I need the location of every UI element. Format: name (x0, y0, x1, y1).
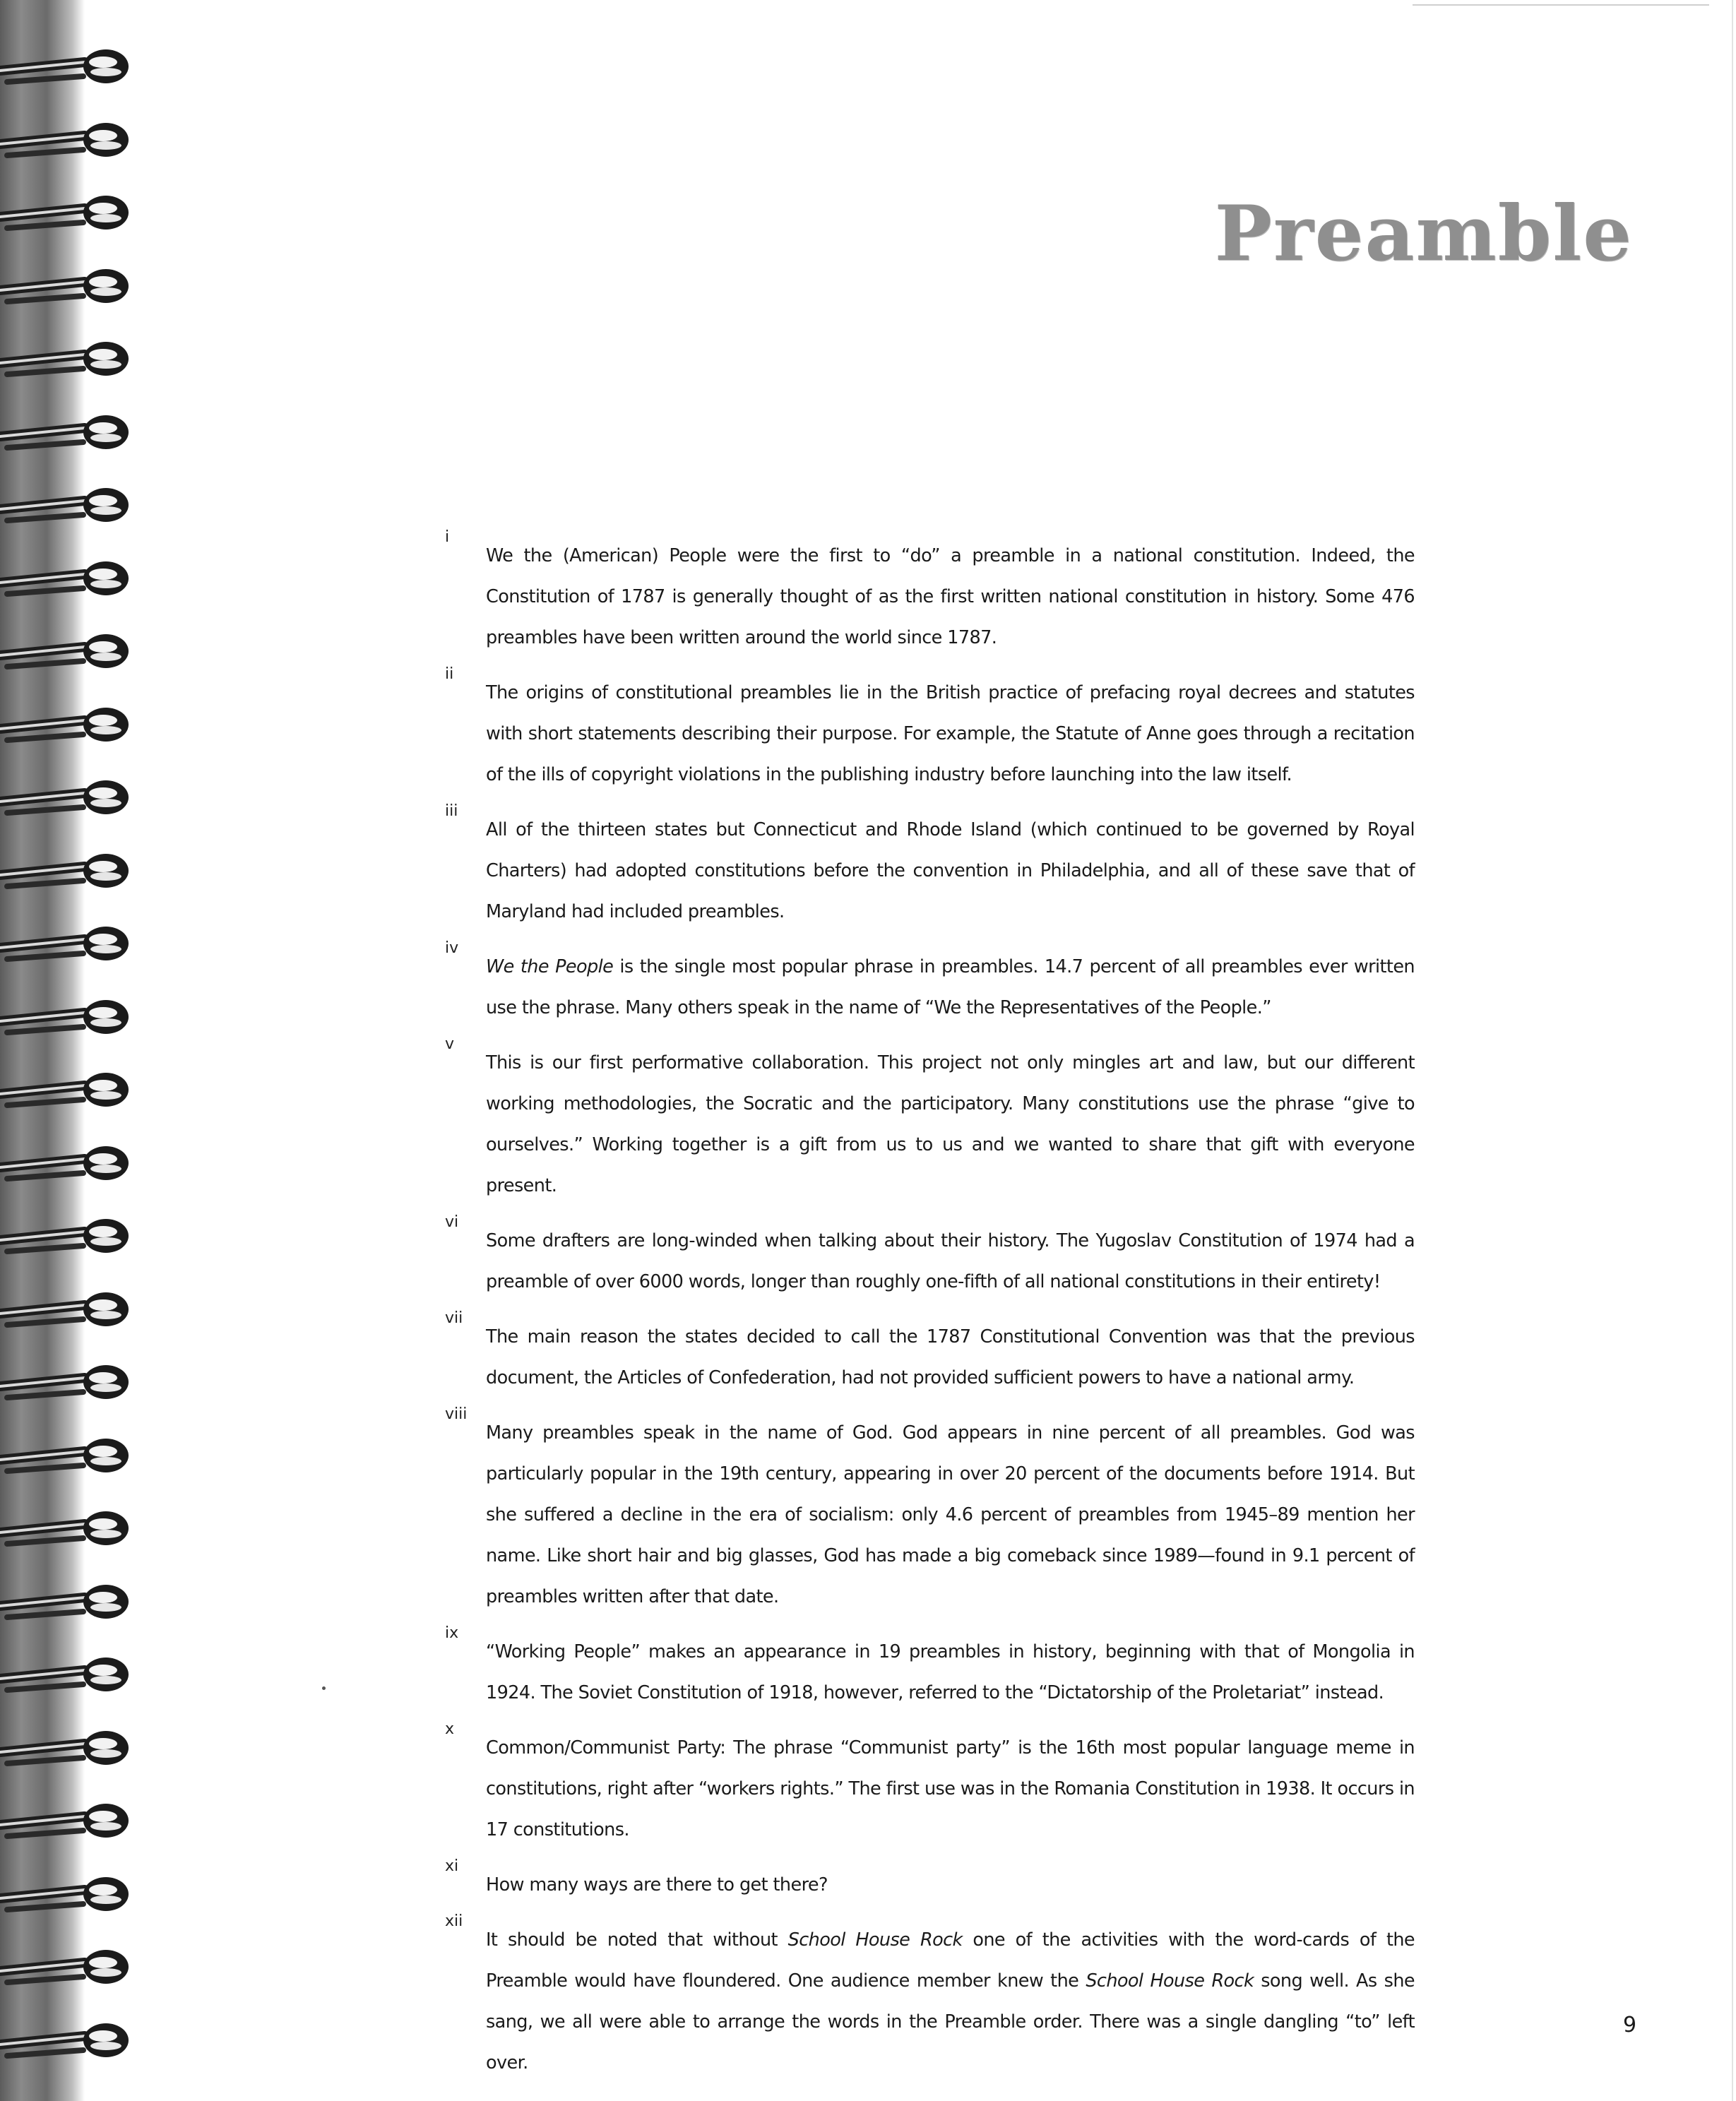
endnote-numeral: iv (445, 939, 459, 957)
endnote-text (486, 809, 1415, 932)
endnote-item (445, 528, 1415, 658)
endnote-text-run: is the single most popular phrase in preambles. 14.7 percent of all preambles ever written use the phrase. Many others speak in the name of “We the Representatives of the People.” (486, 956, 1415, 1018)
endnote-text-run: This is our first performative collaboration. This project not only mingles art and law, but our different working methodologies, the Socratic and the participatory. Many constitutions use the phrase “give to ourselves.” Working together is a gift from us to us and we wanted to share that gift with everyone present. (486, 1052, 1415, 1196)
spiral-ring-icon (0, 1357, 134, 1406)
endnote-item (445, 802, 1415, 932)
endnote-item (445, 1912, 1415, 2083)
endnote-text (486, 1042, 1415, 1206)
endnote-text-run: “Working People” makes an appearance in 19 preambles in history, beginning with that of Mongolia in 1924. The Soviet Constitution of 1918, however, referred to the “Dictatorship of the Proletariat” instead. (486, 1641, 1415, 1703)
endnote-item (445, 665, 1415, 795)
endnote-item (445, 1720, 1415, 1850)
spiral-ring-icon (0, 2015, 134, 2064)
endnote-item (445, 1405, 1415, 1617)
spiral-ring-icon (0, 845, 134, 895)
paper-speck (322, 1686, 326, 1690)
endnote-numeral: v (445, 1035, 455, 1053)
endnote-text (486, 672, 1415, 795)
endnote-numeral: i (445, 528, 450, 546)
endnote-item (445, 1857, 1415, 1905)
endnote-numeral: vi (445, 1213, 459, 1231)
endnote-numeral: iii (445, 802, 458, 820)
spiral-ring-icon (0, 699, 134, 749)
spiral-binding (0, 0, 141, 2101)
spiral-ring-icon (0, 1941, 134, 1991)
spiral-ring-icon (0, 1576, 134, 1626)
endnote-text (486, 1220, 1415, 1302)
endnotes-list (445, 528, 1415, 2097)
endnote-item (445, 1309, 1415, 1398)
endnote-item (445, 1624, 1415, 1713)
endnote-text-run: The main reason the states decided to call the 1787 Constitutional Convention was that the previous document, the Articles of Confederation, had not provided sufficient powers to have a national army. (486, 1326, 1415, 1388)
endnote-italic-text: We the People (486, 956, 614, 977)
spiral-ring-icon (0, 261, 134, 310)
spiral-ring-icon (0, 553, 134, 602)
spiral-ring-icon (0, 772, 134, 821)
spiral-ring-icon (0, 187, 134, 237)
endnote-text-run: We the (American) People were the first to “do” a preamble in a national constitution. Indeed, the Constitution of 1787 is generally thought of as the first written national constitution in history. Some 476 preambles have been written around the world since 1787. (486, 545, 1415, 648)
endnote-item (445, 1213, 1415, 1302)
endnote-text (486, 946, 1415, 1028)
spiral-ring-icon (0, 992, 134, 1041)
spiral-ring-icon (0, 1430, 134, 1480)
page-right-edge (1732, 0, 1733, 2101)
page-top-edge (1413, 4, 1709, 6)
page-title: Preamble (1214, 189, 1633, 278)
endnote-numeral: x (445, 1720, 455, 1738)
spiral-ring-icon (0, 626, 134, 675)
endnote-text (486, 1864, 1415, 1905)
spiral-ring-icon (0, 918, 134, 968)
endnote-text-run: Many preambles speak in the name of God. God appears in nine percent of all preambles. God was particularly popular in the 19th century, appearing in over 20 percent of the documents before 1914. But she suffered a decline in the era of socialism: only 4.6 percent of preambles from 1945–89 mention her name. Like short hair and big glasses, God has made a big comeback since 1989—found in 9.1 percent of preambles written after that date. (486, 1422, 1415, 1607)
spiral-ring-icon (0, 1503, 134, 1552)
endnote-item (445, 1035, 1415, 1206)
endnote-text (486, 1412, 1415, 1617)
spiral-ring-icon (0, 480, 134, 529)
endnote-italic-text: School House Rock (787, 1929, 963, 1951)
endnote-text-run: one of the activities with the word-cards of the Preamble would have floundered. One audience member knew the (486, 1929, 1415, 1992)
endnote-text-run: The origins of constitutional preambles lie in the British practice of prefacing royal decrees and statutes with short statements describing their purpose. For example, the Statute of Anne goes through a recitation of the ills of copyright violations in the publishing industry before launching into the law itself. (486, 682, 1415, 785)
spiral-ring-icon (0, 1210, 134, 1260)
spiral-ring-icon (0, 407, 134, 456)
endnote-text (486, 1727, 1415, 1850)
spiral-ring-icon (0, 1722, 134, 1772)
spiral-ring-icon (0, 1284, 134, 1333)
endnote-text (486, 1631, 1415, 1713)
spiral-ring-icon (0, 1795, 134, 1845)
endnote-text-run: Common/Communist Party: The phrase “Communist party” is the 16th most popular language meme in constitutions, right after “workers rights.” The first use was in the Romania Constitution in 1938. It occurs in 17 constitutions. (486, 1737, 1415, 1840)
endnote-italic-text: School House Rock (1086, 1970, 1254, 1992)
spiral-ring-icon (0, 1064, 134, 1114)
endnote-text (486, 535, 1415, 658)
spiral-ring-icon (0, 41, 134, 90)
endnote-text-run: How many ways are there to get there? (486, 1874, 828, 1895)
endnote-numeral: vii (445, 1309, 463, 1327)
spiral-ring-icon (0, 1649, 134, 1698)
endnote-text-run: All of the thirteen states but Connecticut and Rhode Island (which continued to be governed by Royal Charters) had adopted constitutions before the convention in Philadelphia, and all of these save that of Maryland had included preambles. (486, 819, 1415, 922)
endnote-text-run: It should be noted that without (486, 1929, 788, 1951)
spiral-ring-icon (0, 1138, 134, 1187)
endnote-numeral: viii (445, 1405, 468, 1423)
page-number: 9 (1623, 2013, 1637, 2037)
endnote-numeral: ix (445, 1624, 459, 1642)
spiral-ring-icon (0, 333, 134, 383)
endnote-text-run: song well. As she sang, we all were able to arrange the words in the Preamble order. There was a single dangling “to” left over. (486, 1970, 1415, 2073)
endnote-item (445, 939, 1415, 1028)
endnote-text (486, 1316, 1415, 1398)
endnote-text (486, 1920, 1415, 2083)
endnote-numeral: xi (445, 1857, 459, 1875)
spiral-ring-icon (0, 1869, 134, 1918)
endnote-numeral: xii (445, 1912, 463, 1930)
endnote-text-run: Some drafters are long-winded when talking about their history. The Yugoslav Constitution of 1974 had a preamble of over 6000 words, longer than roughly one-fifth of all national constitutions in their entirety! (486, 1230, 1415, 1292)
spiral-ring-icon (0, 114, 134, 164)
endnote-numeral: ii (445, 665, 454, 683)
